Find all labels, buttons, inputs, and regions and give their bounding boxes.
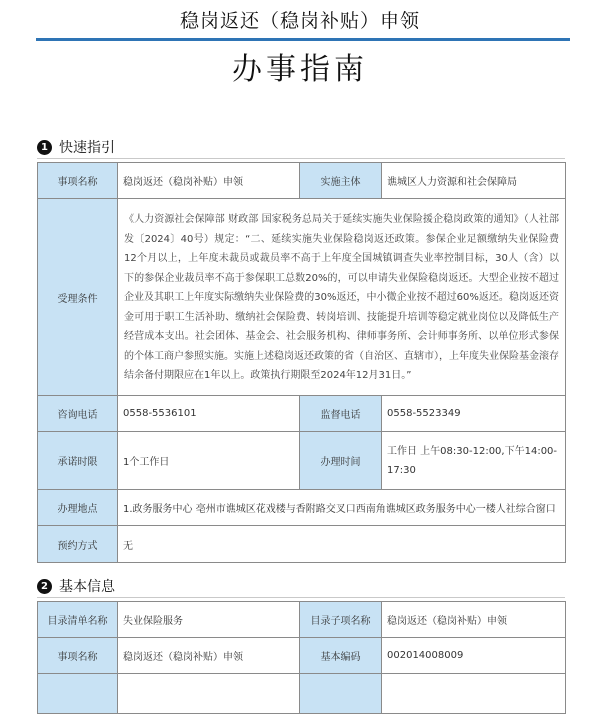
office-hours-label: 办理时间 <box>300 432 382 490</box>
code-value: 002014008009 <box>382 638 566 674</box>
table-row <box>38 432 566 490</box>
table-row <box>38 526 566 563</box>
conditions-value: 《人力资源社会保障部 财政部 国家税务总局关于延续实施失业保险援企稳岗政策的通知》（人社部发〔2024〕40号）规定：“二、延续实施失业保险稳岗返还政策。参保企业足额缴纳失业保险费12个月以上，上年度未裁员或裁员率不高于上年度全国城镇调查失业率控制目标，30人（含）以下的参保企业裁员率不高于参保职工总数20%的，可以申请失业保险稳岗返还。大型企业按不超过企业及其职工上年度实际缴纳失业保险费的30%返还，中小微企业按不超过60%返还。稳岗返还资金可用于职工生活补助、缴纳社会保险费、转岗培训、技能提升培训等稳定就业岗位以及降低生产经营成本支出。社会团体、基金会、社会服务机构、律师事务所、会计师事务所、以单位形式参保的个体工商户参照实施。实施上述稳岗返还政策的省（自治区、直辖市），上年度失业保险基金滚存结余备付期限应在1年以上。政策执行期限至2024年12月31日。” <box>118 199 566 396</box>
item-name-label: 事项名称 <box>38 163 118 199</box>
promise-time-label: 承诺时限 <box>38 432 118 490</box>
supervise-phone-label: 监督电话 <box>300 396 382 432</box>
address-value: 1.政务服务中心 亳州市谯城区花戏楼与香附路交叉口西南角谯城区政务服务中心一楼人社综合窗口 <box>118 490 566 526</box>
section-divider <box>37 158 565 159</box>
item-name-value: 稳岗返还（稳岗补贴）申领 <box>118 163 300 199</box>
page-title: 办事指南 <box>232 52 368 87</box>
table-row <box>38 490 566 526</box>
implementer-label: 实施主体 <box>300 163 382 199</box>
promise-time-value: 1个工作日 <box>118 432 300 490</box>
item-name-label: 事项名称 <box>38 638 118 674</box>
consult-phone-value: 0558-5536101 <box>118 396 300 432</box>
sub-catalog-label: 目录子项名称 <box>300 602 382 638</box>
appointment-label: 预约方式 <box>38 526 118 563</box>
header-divider <box>36 38 570 41</box>
conditions-label: 受理条件 <box>38 199 118 396</box>
sub-catalog-value: 稳岗返还（稳岗补贴）申领 <box>382 602 566 638</box>
section-basic-info-heading <box>37 576 115 596</box>
supervise-phone-value: 0558-5523349 <box>382 396 566 432</box>
quick-guide-table <box>37 162 566 563</box>
basic-info-table <box>37 601 566 714</box>
empty-label-cell <box>300 674 382 714</box>
section-title: 基本信息 <box>59 579 115 595</box>
code-label: 基本编码 <box>300 638 382 674</box>
section-divider <box>37 597 565 598</box>
table-row <box>38 602 566 638</box>
catalog-label: 目录清单名称 <box>38 602 118 638</box>
section-number-badge: 2 <box>37 579 52 594</box>
section-number-badge: 1 <box>37 140 52 155</box>
section-quick-guide-heading <box>37 137 115 157</box>
item-name-value: 稳岗返还（稳岗补贴）申领 <box>118 638 300 674</box>
appointment-value: 无 <box>118 526 566 563</box>
table-row <box>38 396 566 432</box>
address-label: 办理地点 <box>38 490 118 526</box>
implementer-value: 谯城区人力资源和社会保障局 <box>382 163 566 199</box>
office-hours-value: 工作日 上午08:30-12:00,下午14:00-17:30 <box>382 432 566 490</box>
document-header-title: 稳岗返还（稳岗补贴）申领 <box>179 10 420 32</box>
consult-phone-label: 咨询电话 <box>38 396 118 432</box>
table-row <box>38 163 566 199</box>
table-row <box>38 674 566 714</box>
empty-value-cell <box>118 674 300 714</box>
empty-label-cell <box>38 674 118 714</box>
section-title: 快速指引 <box>59 140 115 156</box>
table-row <box>38 199 566 396</box>
catalog-value: 失业保险服务 <box>118 602 300 638</box>
table-row <box>38 638 566 674</box>
empty-value-cell <box>382 674 566 714</box>
